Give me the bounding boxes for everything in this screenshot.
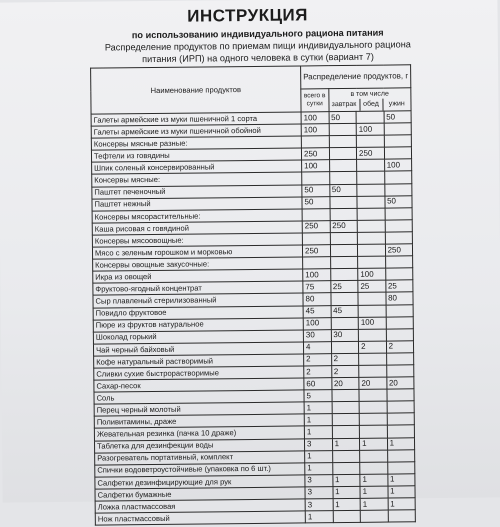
header-product-name: Наименование продуктов: [91, 66, 301, 114]
breakfast-cell: 2: [331, 365, 359, 377]
breakfast-cell: [332, 402, 360, 414]
product-name-cell: Нож пластмассовый: [95, 511, 305, 525]
total-cell: 3: [305, 474, 333, 486]
dinner-cell: 1: [388, 486, 416, 498]
lunch-cell: [359, 426, 387, 438]
dinner-cell: [384, 123, 412, 135]
header-total: всего в сутки: [301, 89, 329, 112]
lunch-cell: [356, 135, 384, 147]
dinner-cell: [388, 510, 416, 522]
lunch-cell: [358, 292, 386, 304]
product-name-cell: Разогреватель портативный, комплект: [95, 451, 305, 465]
dinner-cell: [386, 365, 414, 377]
total-cell: 1: [305, 511, 333, 523]
dinner-cell: 20: [386, 377, 414, 389]
breakfast-cell: [330, 244, 358, 256]
lunch-cell: [356, 111, 384, 123]
total-cell: 1: [305, 450, 333, 462]
header-distribution: Распределение продуктов, г: [301, 65, 411, 89]
lunch-cell: [357, 208, 385, 220]
dinner-cell: [385, 256, 413, 268]
product-name-cell: Пюре из фруктов натуральное: [93, 318, 303, 332]
product-name-cell: Сахар-песок: [94, 378, 304, 392]
breakfast-cell: 250: [330, 220, 358, 232]
total-cell: 100: [303, 317, 331, 329]
lunch-cell: [357, 196, 385, 208]
lunch-cell: [357, 220, 385, 232]
total-cell: 80: [303, 293, 331, 305]
lunch-cell: [359, 413, 387, 425]
total-cell: 1: [304, 426, 332, 438]
product-name-cell: Чай черный байховый: [93, 342, 303, 356]
dinner-cell: [387, 462, 415, 474]
product-name-cell: Спички водоветроустойчивые (упаковка по 6 шт.): [95, 463, 305, 477]
lunch-cell: 2: [358, 341, 386, 353]
dinner-cell: 100: [384, 159, 412, 171]
total-cell: [302, 208, 330, 220]
document-description-line-1: Распределение продуктов по приемам пищи индивидуального рациона: [104, 39, 411, 53]
breakfast-cell: 1: [332, 474, 360, 486]
total-cell: 100: [301, 112, 329, 124]
total-cell: 75: [303, 281, 331, 293]
dinner-cell: 50: [384, 195, 412, 207]
product-name-cell: Кофе натуральный растворимый: [94, 354, 304, 368]
lunch-cell: [359, 389, 387, 401]
lunch-cell: 1: [360, 438, 388, 450]
total-cell: 50: [302, 196, 330, 208]
breakfast-cell: [329, 172, 357, 184]
dinner-cell: 1: [387, 474, 415, 486]
total-cell: 45: [303, 305, 331, 317]
total-cell: [302, 233, 330, 245]
lunch-cell: 250: [356, 147, 384, 159]
lunch-cell: 1: [360, 498, 388, 510]
total-cell: 3: [305, 487, 333, 499]
total-cell: 50: [302, 184, 330, 196]
dinner-cell: [385, 220, 413, 232]
breakfast-cell: [331, 341, 359, 353]
breakfast-cell: [329, 148, 357, 160]
lunch-cell: [358, 329, 386, 341]
breakfast-cell: [329, 123, 357, 135]
breakfast-cell: 1: [332, 438, 360, 450]
total-cell: 5: [304, 390, 332, 402]
dinner-cell: [384, 171, 412, 183]
product-name-cell: Каша рисовая с говядиной: [92, 221, 302, 235]
breakfast-cell: [330, 269, 358, 281]
product-name-cell: Таблетка для дезинфекции воды: [94, 438, 304, 452]
dinner-cell: 1: [387, 437, 415, 449]
dinner-cell: [384, 135, 412, 147]
breakfast-cell: 25: [330, 281, 358, 293]
total-cell: 60: [304, 378, 332, 390]
dinner-cell: [387, 413, 415, 425]
product-name-cell: Сливки сухие быстрорастворимые: [94, 366, 304, 380]
header-included: в том числе: [350, 90, 389, 98]
breakfast-cell: 1: [332, 486, 360, 498]
breakfast-cell: [332, 414, 360, 426]
lunch-cell: 1: [360, 474, 388, 486]
product-name-cell: Консервы мясорастительные:: [92, 209, 302, 223]
product-name-cell: Фруктово-ягодный концентрат: [93, 281, 303, 295]
lunch-cell: [357, 244, 385, 256]
product-name-cell: Тефтели из говядины: [91, 148, 301, 162]
breakfast-cell: 2: [331, 353, 359, 365]
total-cell: 3: [304, 438, 332, 450]
product-name-cell: Консервы овощные закусочные:: [93, 257, 303, 271]
header-dinner: ужин: [382, 98, 411, 110]
dinner-cell: [385, 232, 413, 244]
ration-table: [90, 64, 416, 526]
dinner-cell: 250: [385, 244, 413, 256]
dinner-cell: [387, 425, 415, 437]
total-cell: 4: [303, 341, 331, 353]
lunch-cell: 1: [360, 486, 388, 498]
header-breakfast: завтрак: [331, 100, 357, 108]
total-cell: 2: [304, 354, 332, 366]
breakfast-cell: 50: [329, 111, 357, 123]
lunch-cell: 25: [358, 280, 386, 292]
breakfast-cell: [330, 293, 358, 305]
lunch-cell: [357, 172, 385, 184]
header-lunch: обед: [359, 98, 382, 110]
lunch-cell: 20: [359, 377, 387, 389]
dinner-cell: [386, 353, 414, 365]
product-name-cell: Галеты армейские из муки пшеничной 1 сорта: [91, 112, 301, 126]
dinner-cell: [386, 316, 414, 328]
total-cell: 250: [302, 245, 330, 257]
lunch-cell: [357, 232, 385, 244]
breakfast-cell: [330, 232, 358, 244]
dinner-cell: [387, 389, 415, 401]
dinner-cell: [386, 328, 414, 340]
product-name-cell: Мясо с зеленым горошком и морковью: [92, 245, 302, 259]
product-name-cell: Консервы мясные разные:: [91, 136, 301, 150]
dinner-cell: [384, 147, 412, 159]
document-title: ИНСТРУКЦИЯ: [187, 5, 308, 26]
product-name-cell: Шоколад горький: [93, 330, 303, 344]
total-cell: 1: [304, 414, 332, 426]
product-name-cell: Соль: [94, 390, 304, 404]
product-name-cell: Паштет нежный: [92, 197, 302, 211]
lunch-cell: [359, 401, 387, 413]
table-body: [91, 111, 415, 526]
lunch-cell: [360, 462, 388, 474]
breakfast-cell: [329, 196, 357, 208]
dinner-cell: [387, 449, 415, 461]
product-name-cell: Жевательная резинка (пачка 10 драже): [94, 426, 304, 440]
product-name-cell: Сыр плавленый стерилизованный: [93, 293, 303, 307]
product-name-cell: Паштет печеночный: [92, 185, 302, 199]
breakfast-cell: [331, 390, 359, 402]
total-cell: 100: [302, 160, 330, 172]
dinner-cell: 80: [385, 292, 413, 304]
breakfast-cell: 45: [331, 305, 359, 317]
total-cell: 1: [305, 462, 333, 474]
total-cell: 3: [305, 499, 333, 511]
total-cell: 2: [304, 366, 332, 378]
breakfast-cell: 50: [329, 184, 357, 196]
dinner-cell: [386, 304, 414, 316]
breakfast-cell: 1: [333, 498, 361, 510]
breakfast-cell: [332, 462, 360, 474]
total-cell: 1: [304, 402, 332, 414]
dinner-cell: [387, 401, 415, 413]
document-subtitle: по использованию индивидуального рациона питания: [131, 27, 384, 41]
lunch-cell: 100: [358, 317, 386, 329]
breakfast-cell: 20: [331, 377, 359, 389]
breakfast-cell: 30: [331, 329, 359, 341]
total-cell: 250: [301, 148, 329, 160]
lunch-cell: [358, 305, 386, 317]
dinner-cell: 50: [384, 111, 412, 123]
lunch-cell: [359, 365, 387, 377]
document-description-line-2: питания (ИРП) на одного человека в сутки (вариант 7): [142, 51, 374, 65]
dinner-cell: [385, 268, 413, 280]
total-cell: 100: [301, 124, 329, 136]
breakfast-cell: [331, 317, 359, 329]
total-cell: [303, 257, 331, 269]
total-cell: 30: [303, 329, 331, 341]
lunch-cell: [358, 256, 386, 268]
lunch-cell: [360, 450, 388, 462]
product-name-cell: Галеты армейские из муки пшеничной обойной: [91, 124, 301, 138]
dinner-cell: [384, 183, 412, 195]
product-name-cell: Поливитамины, драже: [94, 414, 304, 428]
total-cell: 250: [302, 221, 330, 233]
header-meals: [328, 88, 411, 112]
breakfast-cell: [329, 136, 357, 148]
product-name-cell: Салфетки бумажные: [95, 487, 305, 501]
breakfast-cell: [333, 510, 361, 522]
lunch-cell: 100: [358, 268, 386, 280]
lunch-cell: [360, 510, 388, 522]
total-cell: [301, 136, 329, 148]
breakfast-cell: [332, 426, 360, 438]
dinner-cell: 2: [386, 341, 414, 353]
dinner-cell: 25: [385, 280, 413, 292]
product-name-cell: Консервы мясоовощные:: [92, 233, 302, 247]
product-name-cell: Повидло фруктовое: [93, 305, 303, 319]
product-name-cell: Ложка пластмассовая: [95, 499, 305, 513]
dinner-cell: 1: [388, 498, 416, 510]
total-cell: [302, 172, 330, 184]
lunch-cell: [357, 184, 385, 196]
product-name-cell: Салфетки дезинфицирующие для рук: [95, 475, 305, 489]
breakfast-cell: [330, 256, 358, 268]
product-name-cell: Перец черный молотый: [94, 402, 304, 416]
table-row: [95, 510, 415, 525]
lunch-cell: [359, 353, 387, 365]
breakfast-cell: [332, 450, 360, 462]
lunch-cell: [357, 159, 385, 171]
total-cell: 100: [303, 269, 331, 281]
product-name-cell: Икра из овощей: [93, 269, 303, 283]
breakfast-cell: [329, 160, 357, 172]
dinner-cell: [385, 208, 413, 220]
lunch-cell: 100: [356, 123, 384, 135]
product-name-cell: Шпик соленый консервированный: [92, 160, 302, 174]
product-name-cell: Консервы мясные:: [92, 172, 302, 186]
breakfast-cell: [330, 208, 358, 220]
